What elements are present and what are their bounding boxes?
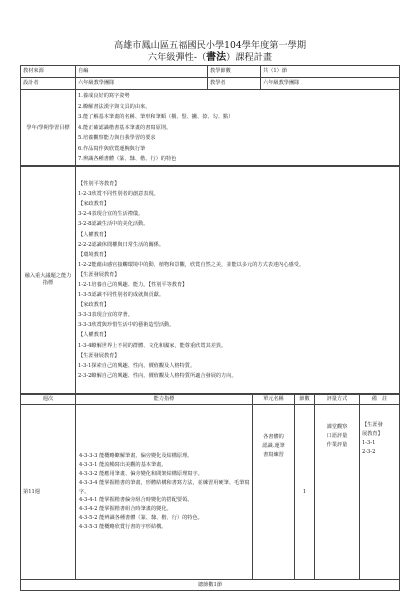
ability-cell [76,405,253,580]
week-cell: 第11週 [21,405,76,580]
ability-item: 4-3-4-1 能掌握楷書偏旁組合時變化的搭配要領。 [79,497,193,504]
notes-header: 備 註 [360,394,400,405]
ability-item: 4-3-4-2 能掌握楷書組合時筆畫的變化。 [79,506,172,513]
issue-item: 1-2-1培養自己的興趣、能力。【性別平等教育】 [78,282,188,288]
issue-item: 1-2-3欣賞不同性別者的創意表現。 [78,191,159,198]
periods-cell: 1 [295,405,315,580]
issue-item: 3-2-4表現合宜的生活禮儀。 [78,211,144,218]
periods-label: 教學節數 [208,66,261,78]
ability-item: 4-3-3-1 能流暢寫出美觀的基本筆畫。 [79,461,167,468]
ability-header: 能力指標 [76,394,253,405]
info-table [20,65,400,90]
ability-item: 4-3-5-3 能概略欣賞行書的字形結構。 [79,524,167,531]
issue-item: 2-3-2瞭解自己的興趣、性向、價值觀及人格特質所適合發展的方向。 [78,372,237,379]
notes-cell [360,405,400,580]
ability-item: 4-3-3-4 能掌握楷書的筆畫，形體結構和書寫方法，並練習用硬筆、毛筆寫字。 [79,479,250,495]
assessment-line: 課堂觀察 [326,424,348,430]
issue-item: 【環境教育】 [78,251,110,258]
designer-value: 六年級教學團隊 [76,78,208,90]
unit-line: 認識.運筆 [262,443,285,449]
issue-item: 3-3-3表現合宜的穿著。 [78,312,133,319]
issue-item: 3-2-8認識生活中的美化活動。 [78,221,149,228]
issue-item: 【家政教育】 [78,302,110,309]
subtitle-suffix: ）課程計畫 [226,52,273,63]
subtitle-prefix: 六年級彈性-（ [147,52,207,63]
issue-item: 【人權教育】 [78,231,110,238]
assessment-header: 評量方式 [315,394,360,405]
unit-cell [253,405,295,580]
goal-item: 1.養成良好的寫字姿勢 [78,92,130,99]
designer-label: 設計者 [21,78,76,90]
assessment-line: 口語評量 [326,433,348,439]
periods-header: 節數 [295,394,315,405]
teacher-value: 六年級教學團隊 [261,78,400,90]
schedule-header-row [21,394,400,405]
goal-item: 7.辨識各種書體（篆、隸、楷、行）的特色 [78,156,177,163]
notes-line: 1-3-1 [362,440,376,446]
goals-table [20,89,400,167]
issue-item: 【生涯發展教育】 [78,271,120,278]
goal-item: 2.瞭解書法漢字與文具的由來。 [78,103,151,110]
issue-item: 【人權教育】 [78,332,110,339]
document-subtitle [0,52,420,63]
ability-item: 4-3-3-2 能應用筆畫、偏旁變化和間架結構原理寫字。 [79,470,203,477]
issues-label: 融入重大議題之能力指標 [21,166,76,395]
assessment-line: 作業評量 [326,442,348,448]
issue-item: 1-3-4瞭解世界上不同的群體、文化和國家，能尊重欣賞其差異。 [78,342,227,349]
schedule-table [20,393,400,591]
issue-item: 【性別平等教育】 [78,181,120,188]
goal-item: 6.作品寫作與欣賞運腕與行筆 [78,145,146,152]
ability-item: 4-3-3-3 能概略瞭解筆畫、偏旁變化及結構原理。 [79,452,193,459]
notes-line: 展教育】 [362,431,383,437]
issue-item: 【生涯發展教育】 [78,352,120,359]
document-title: 高雄市鳳山區五福國民小學104學年度第一學期 [113,40,307,51]
notes-line: 2-3-2 [362,449,376,455]
assessment-cell [315,405,360,580]
goal-item: 4.能正確認識楷書基本筆畫的書寫原則。 [78,124,172,131]
version-label: 教材來源 [21,66,76,78]
issue-item: 1-3-5認識不同性別者的成就與貢獻。 [78,292,165,299]
subtitle-subject: 書法 [206,52,227,63]
total-periods: 總節數1節 [21,580,400,591]
teacher-label: 教學者 [208,78,261,90]
periods-value: 共（1）節 [261,66,400,78]
version-value: 自編 [76,66,208,78]
issue-item: 1-2-2能藉由感官接觸環境中的動、植物和景觀，欣賞自然之美，並能以多元的方式表達內心感受。 [78,261,305,268]
issue-item: 3-3-3欣賞與珍惜生活中的藝術造型活動。 [78,322,175,329]
goal-item: 3.能了解基本筆畫的名稱、筆形和筆順（橫、豎、撇、捺、勾、點） [78,114,234,121]
issues-table [20,165,400,395]
issues-list [76,166,400,395]
unit-line: 書寫練習 [263,452,284,458]
unit-line: 各書體的 [263,434,284,440]
issue-item: 1-3-1探索自己的興趣、性向、價值觀及人格特質。 [78,362,196,369]
notes-line: 【生涯發 [362,422,383,428]
table-row [21,405,400,580]
goals-list [76,90,400,167]
goal-item: 5.培養觀察能力與自我學習的要求 [78,135,156,142]
goals-label: 學年/學期學習目標 [21,90,76,167]
unit-header: 單元名稱 [253,394,295,405]
ability-item: 4-3-5-2 能辨識各種書體（篆、隸、楷、行）的特色。 [79,515,203,522]
issue-item: 2-2-2認識休閒權與日常生活的關係。 [78,241,165,248]
issue-item: 【家政教育】 [78,201,110,208]
schedule-footer-row [21,580,400,591]
week-header: 週次 [21,394,76,405]
